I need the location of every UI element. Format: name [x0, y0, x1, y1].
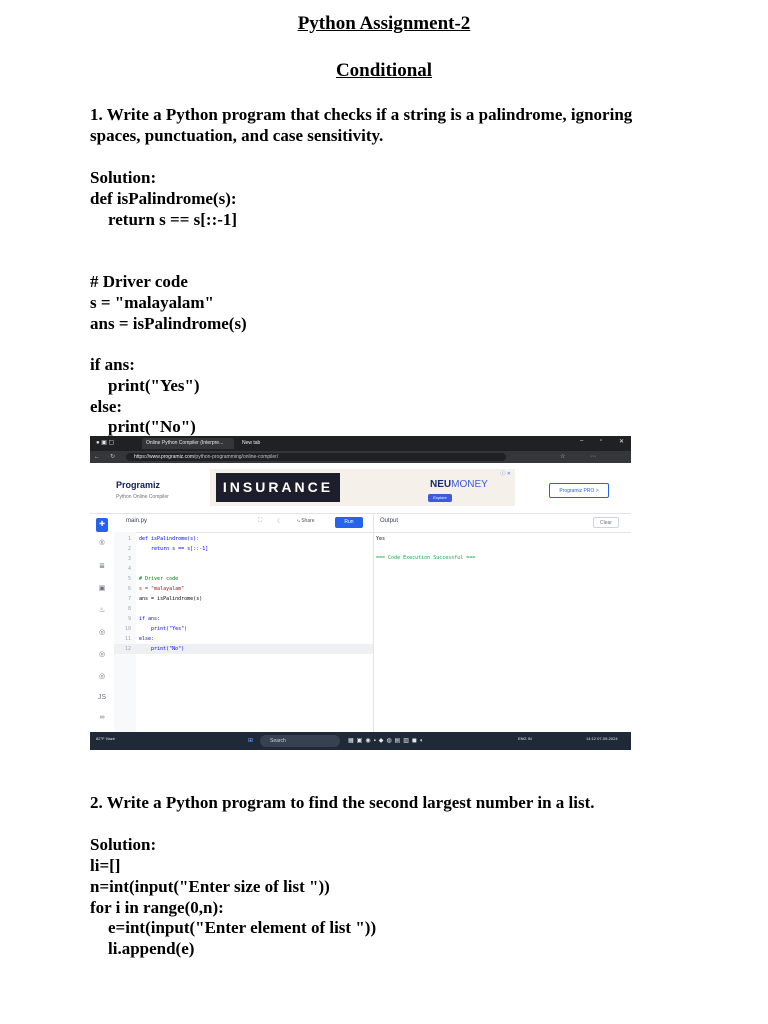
- programiz-pro-button: Programiz PRO >: [549, 483, 609, 498]
- line-number: 11: [124, 636, 131, 642]
- weather-widget: 82°F Haze: [96, 736, 115, 741]
- editor-line-active: [114, 644, 373, 654]
- ad-banner: [210, 469, 515, 506]
- output-line: Yes: [376, 536, 386, 542]
- tray-language: ENG IN: [518, 736, 532, 741]
- ad-close-icon: ⓘ ✕: [500, 471, 511, 477]
- question-2: 2. Write a Python program to find the second largest number in a list.: [90, 793, 595, 812]
- code-line: else:: [90, 397, 123, 416]
- line-text: if ans:: [139, 616, 161, 622]
- editor-line: [114, 534, 373, 544]
- r-icon: ®: [99, 540, 105, 547]
- code-line: ans = isPalindrome(s): [90, 314, 247, 333]
- js-icon: JS: [97, 694, 107, 701]
- editor-line: [114, 584, 373, 594]
- line-number: 2: [127, 546, 131, 552]
- output-panel: [374, 514, 631, 732]
- question-1-line-1: 1. Write a Python program that checks if a string is a palindrome, ignoring: [90, 105, 633, 124]
- browser-tab: New tab: [242, 440, 261, 446]
- code-line: li=[]: [90, 856, 121, 875]
- output-line: === Code Execution Successful ===: [376, 555, 476, 561]
- run-button: Run: [335, 517, 363, 528]
- reload-icon: ↻: [110, 454, 116, 460]
- code-line: print("No"): [108, 417, 196, 436]
- url-host: https://www.programiz.com: [134, 454, 195, 460]
- taskbar-search-label: Search: [270, 738, 286, 744]
- go-icon: ∞: [99, 714, 105, 721]
- editor-line: [114, 544, 373, 554]
- browser-titlebar: [90, 436, 631, 451]
- windows-taskbar: [90, 732, 631, 750]
- clear-button: Clear: [593, 517, 619, 528]
- c-icon: ◎: [98, 629, 106, 636]
- output-label: Output: [380, 518, 399, 524]
- logo-subtitle: Python Online Compiler: [116, 494, 169, 500]
- ad-brand-light: MONEY: [451, 479, 488, 490]
- code-editor: [114, 514, 374, 732]
- editor-line: [114, 564, 373, 574]
- code-line: # Driver code: [90, 272, 188, 291]
- line-number: 9: [127, 616, 131, 622]
- line-number: 4: [127, 566, 131, 572]
- minimize-icon: –: [580, 438, 584, 444]
- favorites-icon: ☆: [560, 454, 566, 460]
- site-header: [90, 463, 631, 514]
- url-field: [126, 453, 506, 461]
- theme-icon: ☾: [277, 519, 283, 525]
- fullscreen-icon: ⛶: [258, 518, 263, 524]
- browser-menu-icon: ● ▣ ▢: [96, 440, 115, 446]
- ad-brand: [430, 479, 488, 490]
- close-icon: ✕: [619, 439, 625, 445]
- line-text: def isPalindrome(s):: [139, 536, 200, 542]
- editor-toolbar: [114, 514, 373, 533]
- line-text: return s == s[::-1]: [139, 546, 209, 552]
- ad-brand-bold: NEU: [430, 479, 452, 490]
- back-icon: ←: [94, 454, 100, 460]
- line-text: s = "malayalam": [139, 586, 185, 592]
- section-title: Conditional: [335, 60, 433, 81]
- sql-icon: ≣: [99, 563, 105, 570]
- code-line: li.append(e): [108, 939, 195, 958]
- line-number: 3: [127, 556, 131, 562]
- output-toolbar: [374, 514, 631, 533]
- code-line: s = "malayalam": [90, 293, 214, 312]
- file-name: main.py: [126, 518, 148, 524]
- share-label: Share: [301, 518, 315, 524]
- solution-2-label: Solution:: [90, 835, 157, 854]
- code-line: return s == s[::-1]: [108, 210, 238, 229]
- java-icon: ♨: [98, 607, 106, 614]
- line-number: 8: [127, 606, 131, 612]
- code-line: n=int(input("Enter size of list ")): [90, 877, 330, 896]
- csharp-icon: ◎: [98, 673, 106, 680]
- tray-clock: 14:12 07-09-2024: [586, 736, 618, 741]
- line-number: 6: [127, 586, 131, 592]
- compiler-screenshot: [90, 436, 631, 750]
- browser-tab-active: Online Python Compiler (Interpre...: [142, 438, 234, 449]
- line-text: print("No"): [139, 646, 185, 652]
- python-icon: ✚: [96, 518, 108, 532]
- editor-line: [114, 554, 373, 564]
- address-bar: [90, 451, 631, 463]
- code-line: def isPalindrome(s):: [90, 189, 237, 208]
- line-text: print("Yes"): [139, 626, 188, 632]
- editor-line: [114, 574, 373, 584]
- code-line: if ans:: [90, 355, 135, 374]
- url-path: /python-programming/online-compiler/: [194, 454, 279, 460]
- language-sidebar: [90, 514, 115, 732]
- editor-line: [114, 594, 373, 604]
- html-icon: ▣: [98, 585, 106, 592]
- line-number: 1: [127, 536, 131, 542]
- line-text: else:: [139, 636, 155, 642]
- line-number: 12: [124, 646, 131, 652]
- editor-line: [114, 614, 373, 624]
- share-button: ⤷ Share: [297, 518, 315, 524]
- windows-start-icon: ⊞: [248, 738, 254, 744]
- line-text: ans = isPalindrome(s): [139, 596, 203, 602]
- editor-line: [114, 634, 373, 644]
- editor-line: [114, 624, 373, 634]
- line-number: 5: [127, 576, 131, 582]
- question-1-line-2: spaces, punctuation, and case sensitivity.: [90, 126, 384, 145]
- maximize-icon: ▫: [600, 438, 603, 444]
- code-line: e=int(input("Enter element of list ")): [108, 918, 377, 937]
- line-text: # Driver code: [139, 576, 179, 582]
- line-number: 7: [127, 596, 131, 602]
- ad-explore-button: Explore: [428, 494, 452, 502]
- ad-insurance: INSURANCE: [216, 473, 340, 502]
- page-title: Python Assignment-2: [297, 13, 471, 34]
- editor-line: [114, 604, 373, 614]
- code-line: for i in range(0,n):: [90, 898, 224, 917]
- cpp-icon: ◎: [98, 651, 106, 658]
- more-icon: ⋯: [590, 454, 596, 460]
- code-line: print("Yes"): [108, 376, 200, 395]
- line-number: 10: [124, 626, 131, 632]
- programiz-logo: Programiz: [116, 480, 161, 490]
- taskbar-app-icons: ▦▣◉▪◆◍▤▥◼◐: [348, 738, 427, 744]
- taskbar-search: [260, 735, 340, 747]
- solution-1-label: Solution:: [90, 168, 157, 187]
